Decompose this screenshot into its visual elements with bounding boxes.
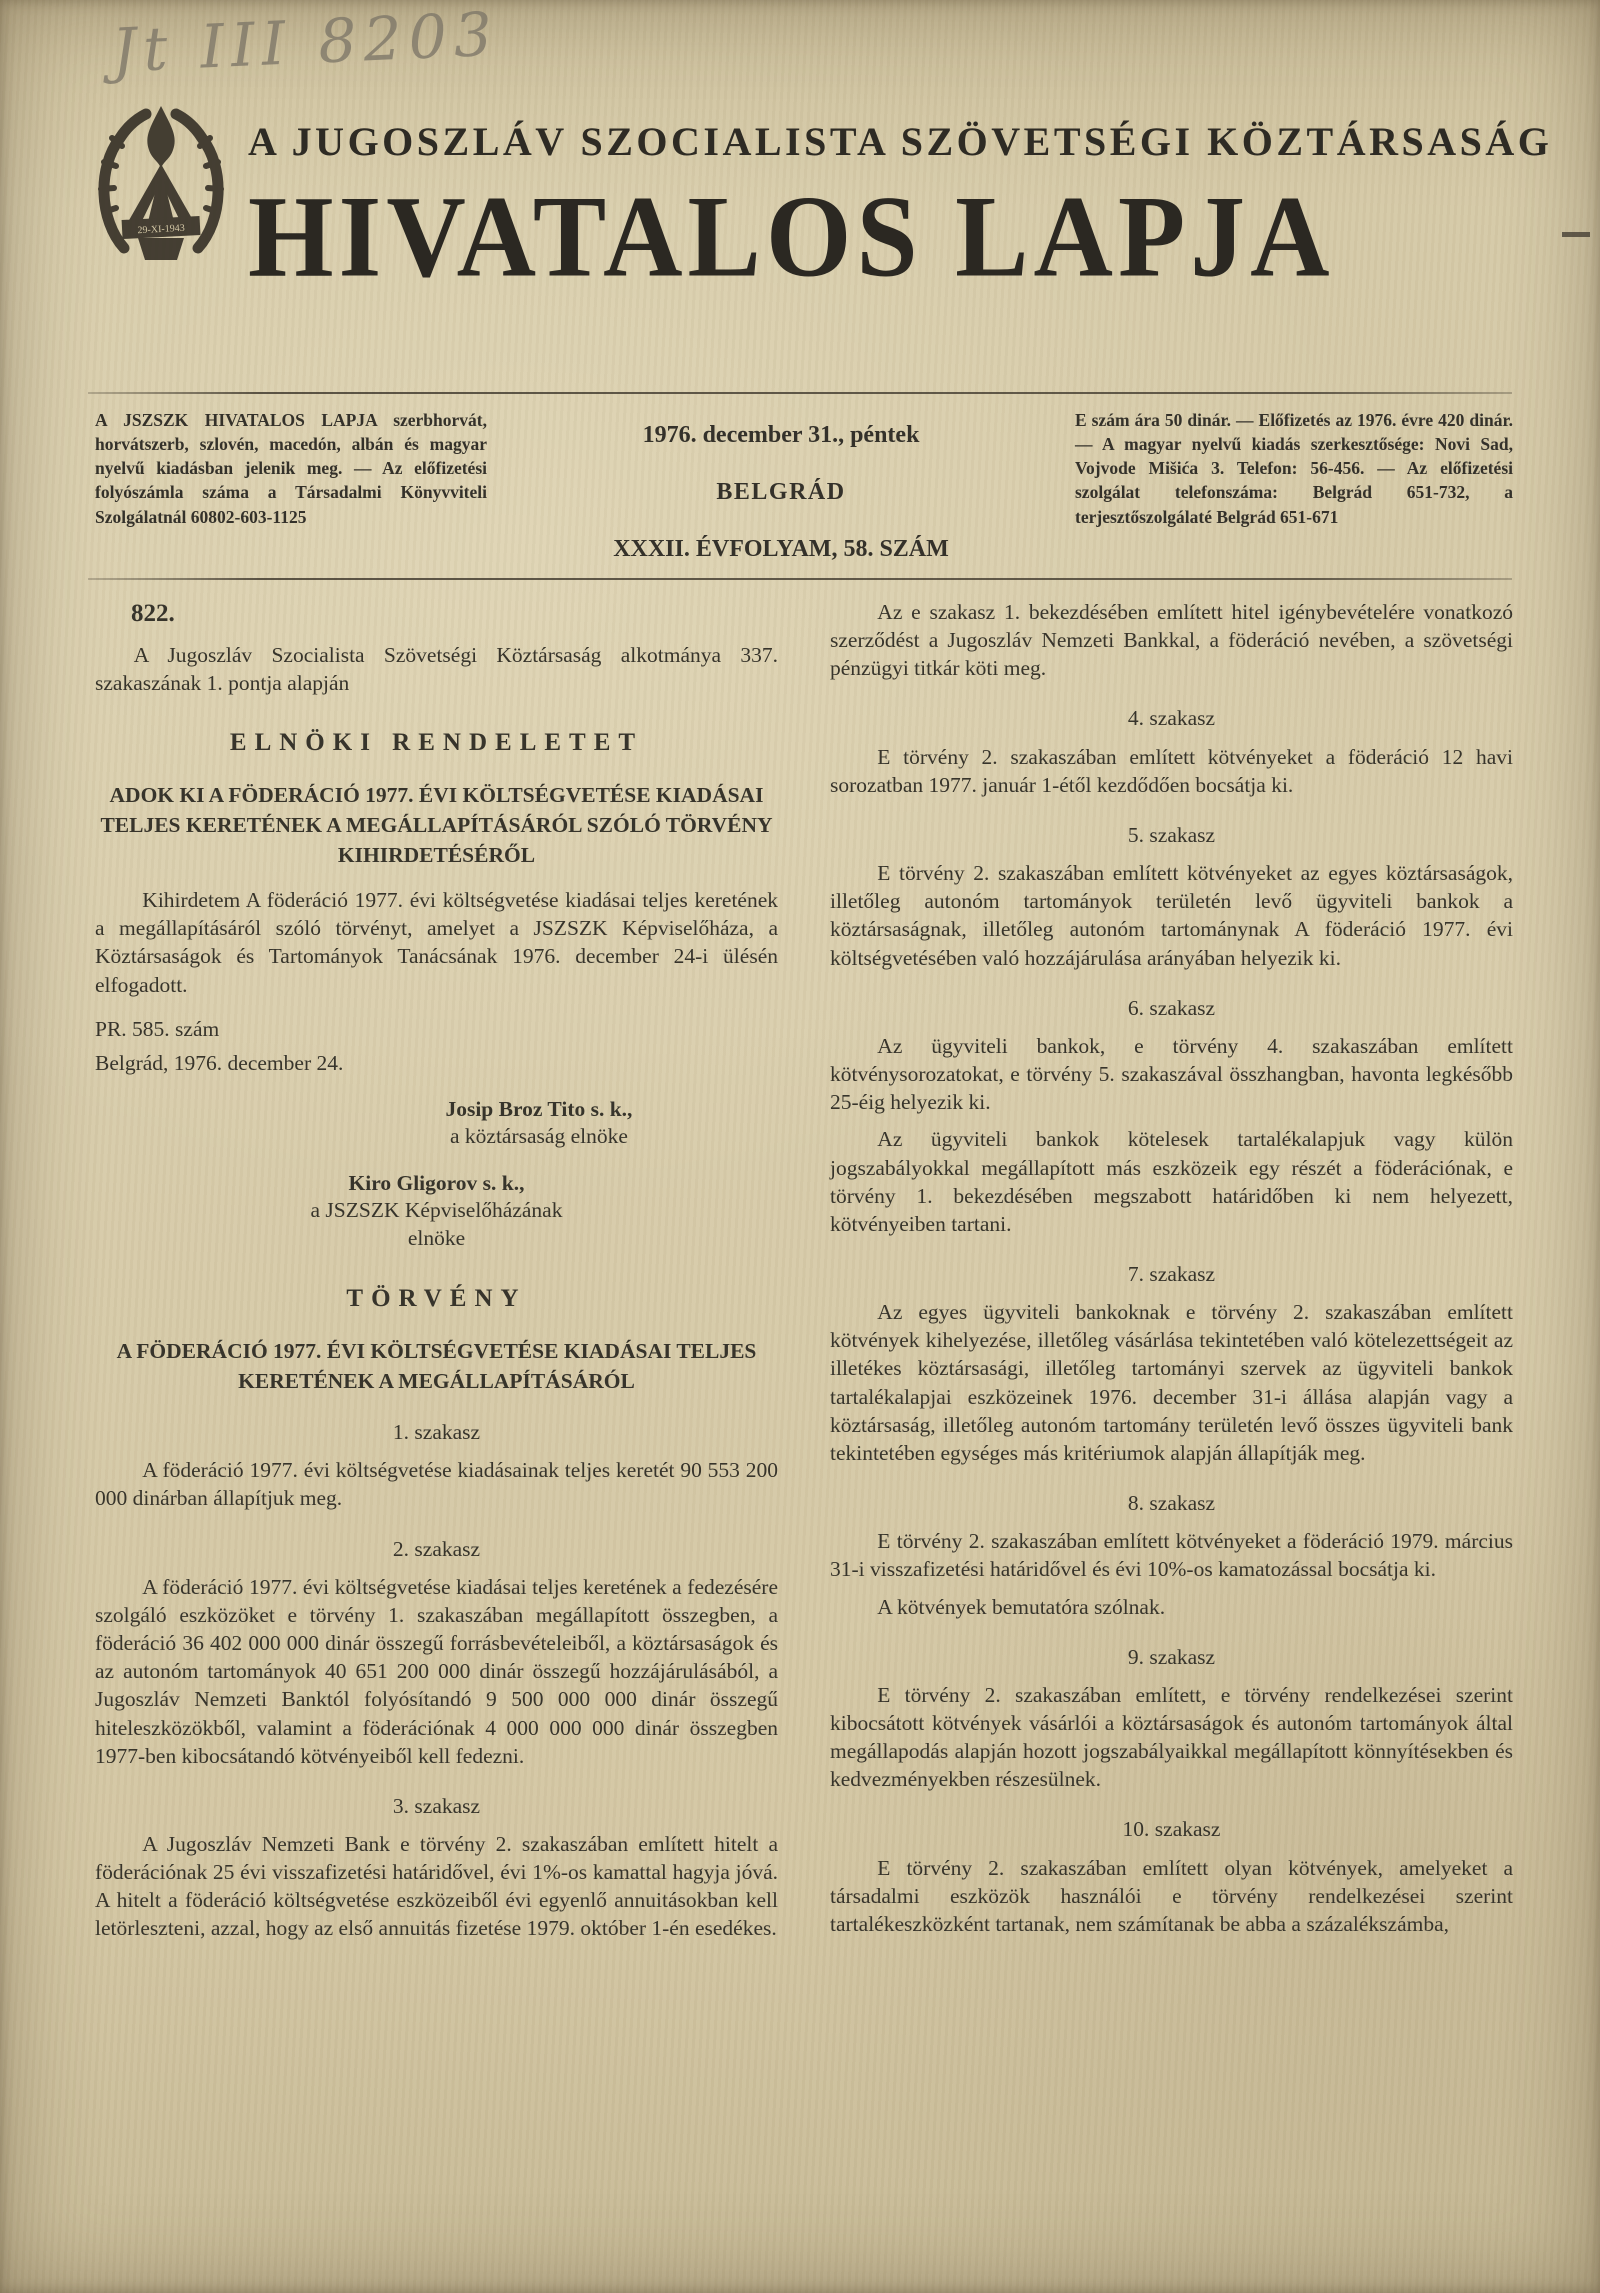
paragraph: Belgrád, 1976. december 24. [95, 1050, 344, 1075]
margin-mark [1562, 232, 1590, 237]
signature-role: a köztársaság elnöke [449, 1124, 628, 1149]
paragraph: E törvény 2. szakaszában említett, e törvény rendelkezései szerint kibocsátott kötvények vásárlói a köztársaságok és autonóm tartományok által megállapodás alapján hozott jogszabályaikkal megállapított könnyítésekben és kedvezményekben részesülnek. [830, 1682, 1513, 1792]
paragraph: Az ügyviteli bankok, e törvény 4. szakaszában említett kötvénysorozatokat, e törvény 5. szakaszával összhangban, havonta legkésőbb 25-éig helyezik ki. [830, 1033, 1513, 1115]
signature-name: Josip Broz Tito s. k., [445, 1097, 633, 1122]
masthead-info [95, 408, 1513, 563]
paragraph: Az egyes ügyviteli bankoknak e törvény 2. szakaszában említett kötvények kihelyezése, illetőleg vásárlása tekintetében való kötelezettségeit az illetékes köztársasági, illetőleg tartományi szervek az ügyviteli bankok tartalékalapjai eszközeinek 1976. december 31-i állása alapján vagy a köztársaság, illetőleg autonóm tartomány területén levő összes ügyviteli bank tekintetében egységes más kritériumok alapján állapítják meg. [830, 1300, 1513, 1465]
subscription-info: E szám ára 50 dinár. — Előfizetés az 1976. évre 420 dinár. — A magyar nyelvű kiadás szerkesztősége: Novi Sad, Vojvode Mišića 3. Telefon: 56-456. — Az előfizetési szolgálat telefonszáma: Belgrád 651-732, a terjesztőszolgálaté Belgrád 651-671 [1075, 410, 1513, 527]
paragraph: Az e szakasz 1. bekezdésében említett hitel igénybevételére vonatkozó szerződést a Jugoszláv Nemzeti Bankkal, a föderáció nevében, a szövetségi pénzügyi titkár köti meg. [830, 600, 1513, 681]
law-title: ADOK KI A FÖDERÁCIÓ 1977. ÉVI KÖLTSÉGVETÉSE KIADÁSAI TELJES KERETÉNEK A MEGÁLLAPÍTÁSÁRÓL SZÓLÓ TÖRVÉNY KIHIRDETÉSÉRŐL [100, 782, 773, 867]
divider-bottom [88, 578, 1512, 580]
decree-heading: TÖRVÉNY [346, 1285, 527, 1313]
section-heading: 7. szakasz [1127, 1261, 1216, 1286]
issue-number: XXXII. ÉVFOLYAM, 58. SZÁM [613, 536, 949, 562]
paragraph: A kötvények bemutatóra szólnak. [877, 1594, 1166, 1619]
issue-date: 1976. december 31., péntek [642, 422, 920, 448]
section-heading: 5. szakasz [1127, 822, 1216, 847]
left-column [95, 598, 778, 1943]
section-heading: 8. szakasz [1127, 1491, 1216, 1516]
section-heading: 1. szakasz [392, 1420, 481, 1445]
ribbon-date: 29-XI-1943 [137, 222, 185, 237]
paragraph: E törvény 2. szakaszában említett kötvényeket a föderáció 1979. március 31-i visszafizetési határidővel és évi 10%-os kamatozással bocsátja ki. [830, 1529, 1513, 1582]
decree-heading: ELNÖKI RENDELETET [229, 729, 644, 757]
paragraph: E törvény 2. szakaszában említett olyan kötvények, amelyeket a társadalmi eszközök használói e törvény rendelkezései szerint tartalékeszközként tartanak, nem számítanak be abba a százalékszámba, [830, 1855, 1513, 1936]
section-heading: 9. szakasz [1127, 1644, 1216, 1669]
paragraph: E törvény 2. szakaszában említett kötvényeket a föderáció 12 havi sorozatban 1977. január 1-étől kezdődően bocsátja ki. [830, 744, 1513, 797]
section-heading: 2. szakasz [392, 1536, 481, 1561]
paragraph: A föderáció 1977. évi költségvetése kiadásainak teljes keretét 90 553 200 000 dinárban állapítjuk meg. [95, 1458, 778, 1511]
signature-role: elnöke [407, 1226, 466, 1251]
paragraph: Az ügyviteli bankok kötelesek tartalékalapjuk vagy külön jogszabályokkal megállapított más eszközeik egy részét a föderációnak, e törvény 1. bekezdésében megszabott határidőben ki nem helyezett, kötvényeiben tartani. [830, 1127, 1513, 1236]
coat-of-arms-emblem [94, 98, 228, 272]
section-heading: 4. szakasz [1127, 706, 1216, 731]
paragraph: A Jugoszláv Nemzeti Bank e törvény 2. szakaszában említett hitelt a föderációnak 25 évi visszafizetési határidővel, évi 1%-os kamattal hagyja jóvá. A hitelt a föderáció költségvetése eszközeiből évi egyenlő annuitásokban kell letörleszteni, azzal, hogy az első annuitás fizetése 1979. október 1-én esedékes. [95, 1831, 778, 1941]
issue-city: BELGRÁD [716, 479, 846, 505]
paragraph: A Jugoszláv Szocialista Szövetségi Köztársaság alkotmánya 337. szakaszának 1. pontja alapján [95, 642, 778, 695]
republic-name: A JUGOSZLÁV SZOCIALISTA SZÖVETSÉGI KÖZTÁRSASÁG [248, 119, 1553, 164]
paragraph: A föderáció 1977. évi költségvetése kiadásai teljes keretének a fedezésére szolgáló eszközöket e törvény 1. szakaszában megállapított összegben, a föderáció 36 402 000 000 dinár összegű forrásbevételeiből, a köztársaságok és az autonóm tartományok 40 651 200 000 dinár összegű hozzájárulásából, a Jugoszláv Nemzeti Banktól folyósítandó 9 500 000 000 dinár összegű hiteleszközökből, valamint a föderációnak 4 000 000 000 dinár összegben 1977-ben kibocsátandó kötvényeiből kell fedezni. [95, 1574, 778, 1768]
emblem-base [138, 238, 184, 260]
signature-role: a JSZSZK Képviselőházának [310, 1198, 563, 1223]
paragraph: E törvény 2. szakaszában említett kötvényeket az egyes köztársaságok, illetőleg autonóm tartományok területén levő ügyviteli bankok a köztársaságnak, illetőleg autonóm tartománynak A föderáció 1977. évi költségvetésében való hozzájárulása arányában helyezik ki. [830, 861, 1513, 970]
section-heading: 6. szakasz [1127, 995, 1216, 1020]
law-title: A FÖDERÁCIÓ 1977. ÉVI KÖLTSÉGVETÉSE KIADÁSAI TELJES KERETÉNEK A MEGÁLLAPÍTÁSÁRÓL [116, 1338, 757, 1393]
issue-info [487, 408, 1075, 563]
divider-top [88, 392, 1512, 394]
section-heading: 3. szakasz [392, 1793, 481, 1818]
section-heading: 10. szakasz [1122, 1817, 1221, 1842]
article-number: 822. [131, 600, 175, 627]
gazette-title: HIVATALOS LAPJA [248, 171, 1335, 301]
publication-info: A JSZSZK HIVATALOS LAPJA szerbhorvát, horvátszerb, szlovén, macedón, albán és magyar nyelvű kiadásban jelenik meg. — Az előfizetési folyószámla száma a Társadalmi Könyvviteli Szolgálatnál 60802-603-1125 [95, 410, 487, 527]
paragraph: Kihirdetem A föderáció 1977. évi költségvetése kiadásai teljes keretének a megállapításáról szóló törvényt, amelyet a JSZSZK Képviselőháza, a Köztársaságok és Tartományok Tanácsának 1976. december 24-i ülésén elfogadott. [95, 888, 778, 997]
flame-icon [147, 106, 174, 168]
masthead-header [248, 119, 1553, 301]
article-body [95, 598, 1513, 1943]
signature-name: Kiro Gligorov s. k., [348, 1171, 525, 1196]
handwritten-note: Jt III 8203 [110, 0, 501, 87]
paragraph: PR. 585. szám [95, 1016, 220, 1041]
right-column [830, 598, 1513, 1943]
